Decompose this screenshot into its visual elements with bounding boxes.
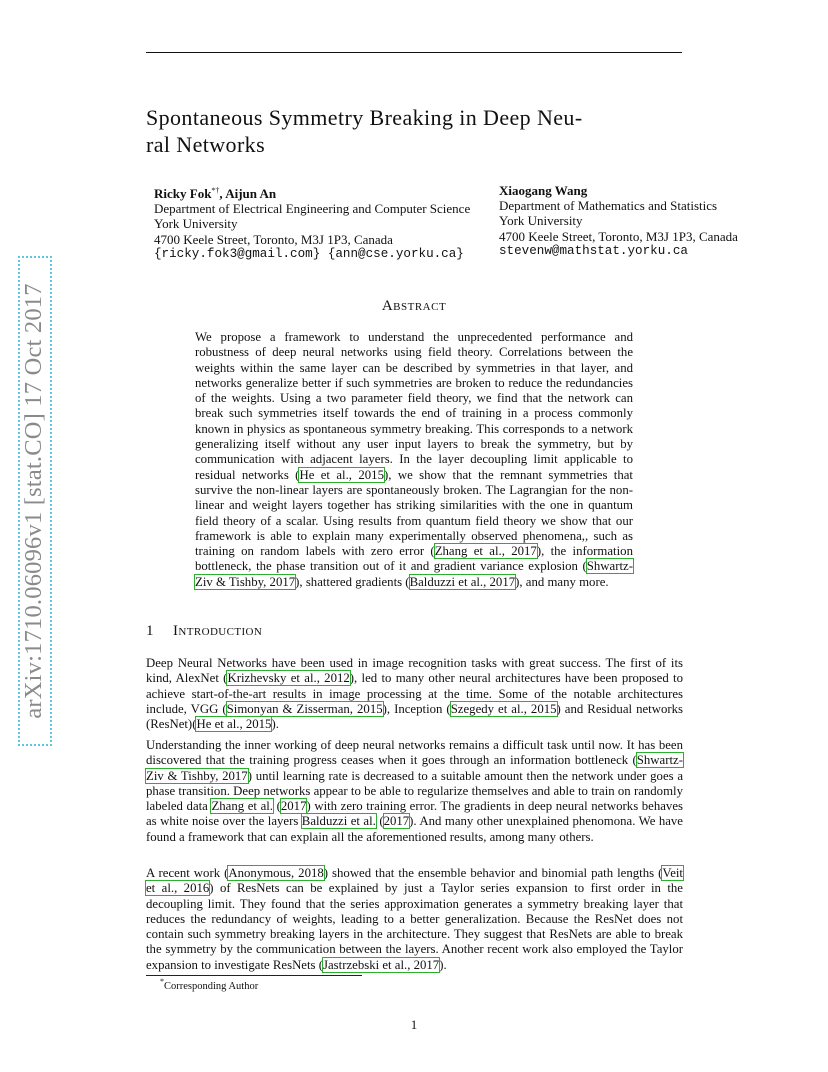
citation-link[interactable]: Balduzzi et al. xyxy=(301,814,376,829)
footnote xyxy=(160,977,258,992)
author-university: York University xyxy=(154,216,238,232)
footnote-mark: * xyxy=(160,977,164,986)
citation-link[interactable]: Jastrzebski et al., 2017 xyxy=(323,957,440,972)
citation-link[interactable]: Shwartz-Ziv & Tishby, 2017 xyxy=(195,559,633,589)
author-names: Ricky Fok*†, Aijun An xyxy=(154,186,277,201)
citation-link[interactable]: Krizhevsky et al., 2012 xyxy=(227,671,350,686)
citation-link[interactable]: 2017 xyxy=(280,799,307,814)
citation-link[interactable]: Veit et al., 2016 xyxy=(146,866,683,896)
citation-link[interactable]: Shwartz-Ziv & Tishby, 2017 xyxy=(146,753,683,783)
author-email: {ricky.fok3@gmail.com} {ann@cse.yorku.ca} xyxy=(154,246,464,261)
body-paragraph: A recent work (Anonymous, 2018) showed that the ensemble behavior and binomial path lengths (Veit et al., 2016) of ResNets can be explained by just a Taylor series expansion to first order in the decoupling limit. They found that the series approximation generates a symmetry breaking layer that reduces the redundancy of weights, leading to a better generalization. Because the ResNet does not contain such symmetry breaking layers in the architecture. They suggest that ResNets are able to break the symmetry by the communication between the layers. Another recent work also employed the Taylor expansion to investigate ResNets (Jastrzebski et al., 2017). xyxy=(146,866,683,972)
body-paragraph: Understanding the inner working of deep neural networks remains a difficult task until now. It has been discovered that the training progress ceases when it goes through an information bottleneck (Shwartz-Ziv & Tishby, 2017) until learning rate is decreased to a suitable amount then the network under goes a phase transition. Deep networks appear to be able to regularize themselves and able to train on randomly labeled data Zhang et al. (2017) with zero training error. The gradients in deep neural networks behaves as white noise over the layers Balduzzi et al. (2017). And many other unexplained phenomona. We have found a framework that can explain all the aforementioned results, among many others. xyxy=(146,738,684,844)
citation-link[interactable]: 2017 xyxy=(383,814,410,829)
body-paragraph: Deep Neural Networks have been used in image recognition tasks with great success. The first of its kind, AlexNet (Krizhevsky et al., 2012), led to many other neural architectures have been proposed to achieve start-of-the-art results in image processing at the time. Some of the notable architectures include, VGG (Simonyan & Zisserman, 2015), Inception (Szegedy et al., 2015) and Residual networks (ResNet)(He et al., 2015). xyxy=(146,656,683,732)
citation-link[interactable]: Balduzzi et al., 2017 xyxy=(409,574,516,589)
author-block-right xyxy=(499,183,799,259)
abstract-text: We propose a framework to understand the unprecedented performance and robustness of deep neural networks using field theory. Correlations between the weights within the same layer can be described by symmetries in that layer, and networks generalize better if such symmetries are broken to reduce the redundancies of the weights. Using a two parameter field theory, we find that the network can break such symmetries itself towards the end of training in a process commonly known in physics as spontaneous symmetry breaking. This corresponds to a network generalizing itself without any user input layers to break the symmetry, but by communication with adjacent layers. In the layer decoupling limit applicable to residual networks (He et al., 2015), we show that the remnant symmetries that survive the non-linear layers are spontaneously broken. The Lagrangian for the non-linear and weight layers together has striking similarities with the one in quantum field theory of a scalar. Using results from quantum field theory we show that our framework is able to explain many experimentally observed phenomena,, such as training on random labels with zero error (Zhang et al., 2017), the information bottleneck, the phase transition out of it and gradient variance explosion (Shwartz-Ziv & Tishby, 2017), shattered gradients (Balduzzi et al., 2017), and many more. xyxy=(195,330,633,589)
author-name: Aijun An xyxy=(225,186,277,201)
citation-link[interactable]: He et al., 2015 xyxy=(196,717,272,732)
top-rule xyxy=(146,52,682,53)
arxiv-identifier: arXiv:1710.06096v1 [stat.CO] 17 Oct 2017 xyxy=(20,283,47,719)
author-department: Department of Mathematics and Statistics xyxy=(499,198,718,214)
citation-link[interactable]: He et al., 2015 xyxy=(299,467,384,482)
abstract-heading: Abstract xyxy=(381,298,447,314)
author-email: stevenw@mathstat.yorku.ca xyxy=(499,243,688,258)
section-heading xyxy=(146,623,262,640)
page-number: 1 xyxy=(410,1017,418,1032)
citation-link[interactable]: Szegedy et al., 2015 xyxy=(450,701,557,716)
footnote-rule xyxy=(146,975,362,976)
title-line-1: Spontaneous Symmetry Breaking in Deep Neu- xyxy=(146,105,583,130)
paper-title xyxy=(146,104,706,158)
author-address: 4700 Keele Street, Toronto, M3J 1P3, Canada xyxy=(499,228,738,244)
section-title: Introduction xyxy=(173,623,263,639)
section-number: 1 xyxy=(146,623,154,639)
citation-link[interactable]: Zhang et al. xyxy=(211,799,274,814)
author-university: York University xyxy=(499,213,583,229)
title-line-2: ral Networks xyxy=(146,132,266,157)
citation-link[interactable]: Anonymous, 2018 xyxy=(228,866,324,880)
author-block-left xyxy=(154,183,494,262)
author-name: Xiaogang Wang xyxy=(499,183,588,198)
footnote-text: Corresponding Author xyxy=(164,981,259,992)
author-department: Department of Electrical Engineering and Computer Science xyxy=(154,201,471,217)
author-name: Ricky Fok xyxy=(154,186,212,201)
citation-link[interactable]: Zhang et al., 2017 xyxy=(434,544,537,559)
author-address: 4700 Keele Street, Toronto, M3J 1P3, Canada xyxy=(154,231,393,247)
author-footnote-marks: *† xyxy=(211,186,220,195)
citation-link[interactable]: Simonyan & Zisserman, 2015 xyxy=(226,701,383,716)
